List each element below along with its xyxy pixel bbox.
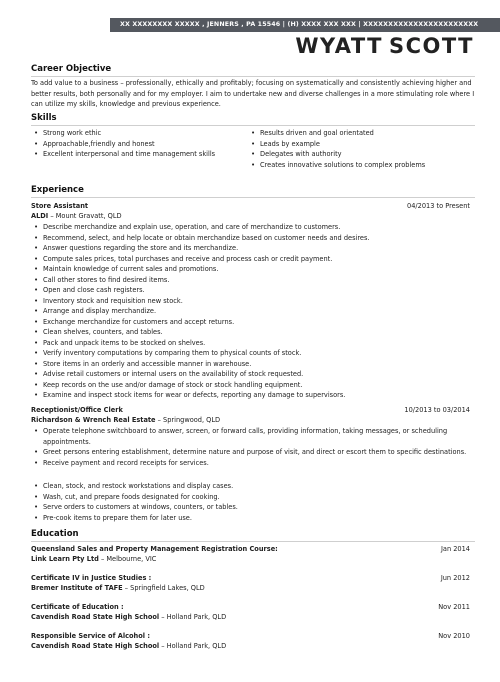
- section-title-skills: Skills: [31, 113, 57, 123]
- section-divider: [31, 541, 475, 542]
- skill-item: • Leads by example: [248, 139, 475, 150]
- education-date: Jan 2014: [440, 545, 470, 553]
- education-school: Cavendish Road State High School – Holland Park, QLD: [31, 642, 227, 650]
- job-dates: 04/2013 to Present: [407, 202, 470, 210]
- job-duties-list: [31, 426, 475, 468]
- duty-item: • Inventory stock and requisition new stock.: [31, 296, 475, 307]
- candidate-name: [295, 34, 474, 58]
- skill-item: • Results driven and goal orientated: [248, 128, 475, 139]
- employer-name: ALDI: [31, 212, 49, 220]
- duty-item: • Pre-cook items to prepare them for later use.: [31, 513, 475, 524]
- duty-item: • Describe merchandize and explain use, operation, and care of merchandize to customers.: [31, 222, 475, 233]
- job-employer: [31, 416, 220, 424]
- section-divider: [31, 76, 475, 77]
- duty-item: • Maintain knowledge of current sales and promotions.: [31, 264, 475, 275]
- education-school: Link Learn Pty Ltd – Melbourne, VIC: [31, 555, 157, 563]
- skills-list-left: [31, 128, 221, 160]
- duty-item: • Greet persons entering establishment, determine nature and purpose of visit, and direct or escort them to specific destinations.: [31, 447, 475, 458]
- duty-item: • Serve orders to customers at windows, counters, or tables.: [31, 502, 475, 513]
- duty-item: • Compute sales prices, total purchases and receive and process cash or credit payment.: [31, 254, 475, 265]
- skills-list-right: [248, 128, 475, 170]
- duty-item: • Recommend, select, and help locate or obtain merchandize based on customer needs and desires.: [31, 233, 475, 244]
- section-title-career-objective: Career Objective: [31, 64, 112, 74]
- employer-location: – Mount Gravatt, QLD: [48, 212, 122, 220]
- skill-item: • Delegates with authority: [248, 149, 475, 160]
- education-date: Jun 2012: [440, 574, 470, 582]
- skill-item: • Creates innovative solutions to complex problems: [248, 160, 475, 171]
- job-title: Receptionist/Office Clerk: [31, 406, 123, 414]
- skill-item: • Approachable,friendly and honest: [31, 139, 221, 150]
- education-date: Nov 2010: [438, 632, 470, 640]
- duty-item: • Call other stores to find desired items.: [31, 275, 475, 286]
- contact-bar: XX XXXXXXXX XXXXX , JENNERS , PA 15546 | (H) XXXX XXX XXX | XXXXXXXXXXXXXXXXXXXXXXX: [110, 18, 500, 32]
- duty-item: • Examine and inspect stock items for wear or defects, reporting any damage to supervisors.: [31, 390, 475, 401]
- education-school: Bremer Institute of TAFE – Springfield Lakes, QLD: [31, 584, 205, 592]
- job-employer: [31, 212, 122, 220]
- career-objective-text: To add value to a business – professionally, ethically and profitably; focusing on systematically and consistently achieving higher and better results, both personally and for my employer. I aim to undertake new and diverse challenges in a more stimulating role where I can utilize my skills, knowledge and previous experience.: [31, 79, 475, 109]
- job-duties-list: [31, 222, 475, 401]
- education-course: Certificate of Education :: [31, 603, 124, 611]
- duty-item: • Keep records on the use and/or damage of stock or stock handling equipment.: [31, 380, 475, 391]
- duty-item: • Advise retail customers or internal users on the availability of stock requested.: [31, 369, 475, 380]
- duty-item: • Operate telephone switchboard to answer, screen, or forward calls, providing information, taking messages, or scheduling appointments.: [31, 426, 475, 447]
- duty-item: • Wash, cut, and prepare foods designated for cooking.: [31, 492, 475, 503]
- section-title-experience: Experience: [31, 185, 84, 195]
- employer-location: – Springwood, QLD: [155, 416, 221, 424]
- skill-item: • Excellent interpersonal and time management skills: [31, 149, 221, 160]
- job-dates: 10/2013 to 03/2014: [404, 406, 470, 414]
- education-course: Responsible Service of Alcohol :: [31, 632, 150, 640]
- duty-item: • Store items in an orderly and accessible manner in warehouse.: [31, 359, 475, 370]
- duty-item: • Pack and unpack items to be stocked on shelves.: [31, 338, 475, 349]
- last-name: SCOTT: [388, 34, 474, 58]
- education-school: Cavendish Road State High School – Holland Park, QLD: [31, 613, 227, 621]
- section-divider: [31, 125, 475, 126]
- first-name: WYATT: [295, 34, 383, 58]
- duty-item: • Answer questions regarding the store and its merchandize.: [31, 243, 475, 254]
- duty-item: • Verify inventory computations by comparing them to physical counts of stock.: [31, 348, 475, 359]
- duty-item: • Clean, stock, and restock workstations and display cases.: [31, 481, 475, 492]
- duty-item: • Clean shelves, counters, and tables.: [31, 327, 475, 338]
- job-duties-list: [31, 481, 475, 523]
- duty-item: • Exchange merchandize for customers and accept returns.: [31, 317, 475, 328]
- education-course: Queensland Sales and Property Management Registration Course:: [31, 545, 278, 553]
- duty-item: • Receive payment and record receipts for services.: [31, 458, 475, 469]
- duty-item: • Open and close cash registers.: [31, 285, 475, 296]
- job-title: Store Assistant: [31, 202, 89, 210]
- education-course: Certificate IV in Justice Studies :: [31, 574, 152, 582]
- employer-name: Richardson & Wrench Real Estate: [31, 416, 156, 424]
- section-title-education: Education: [31, 529, 79, 539]
- duty-item: • Arrange and display merchandize.: [31, 306, 475, 317]
- education-date: Nov 2011: [438, 603, 470, 611]
- section-divider: [31, 197, 475, 198]
- skill-item: • Strong work ethic: [31, 128, 221, 139]
